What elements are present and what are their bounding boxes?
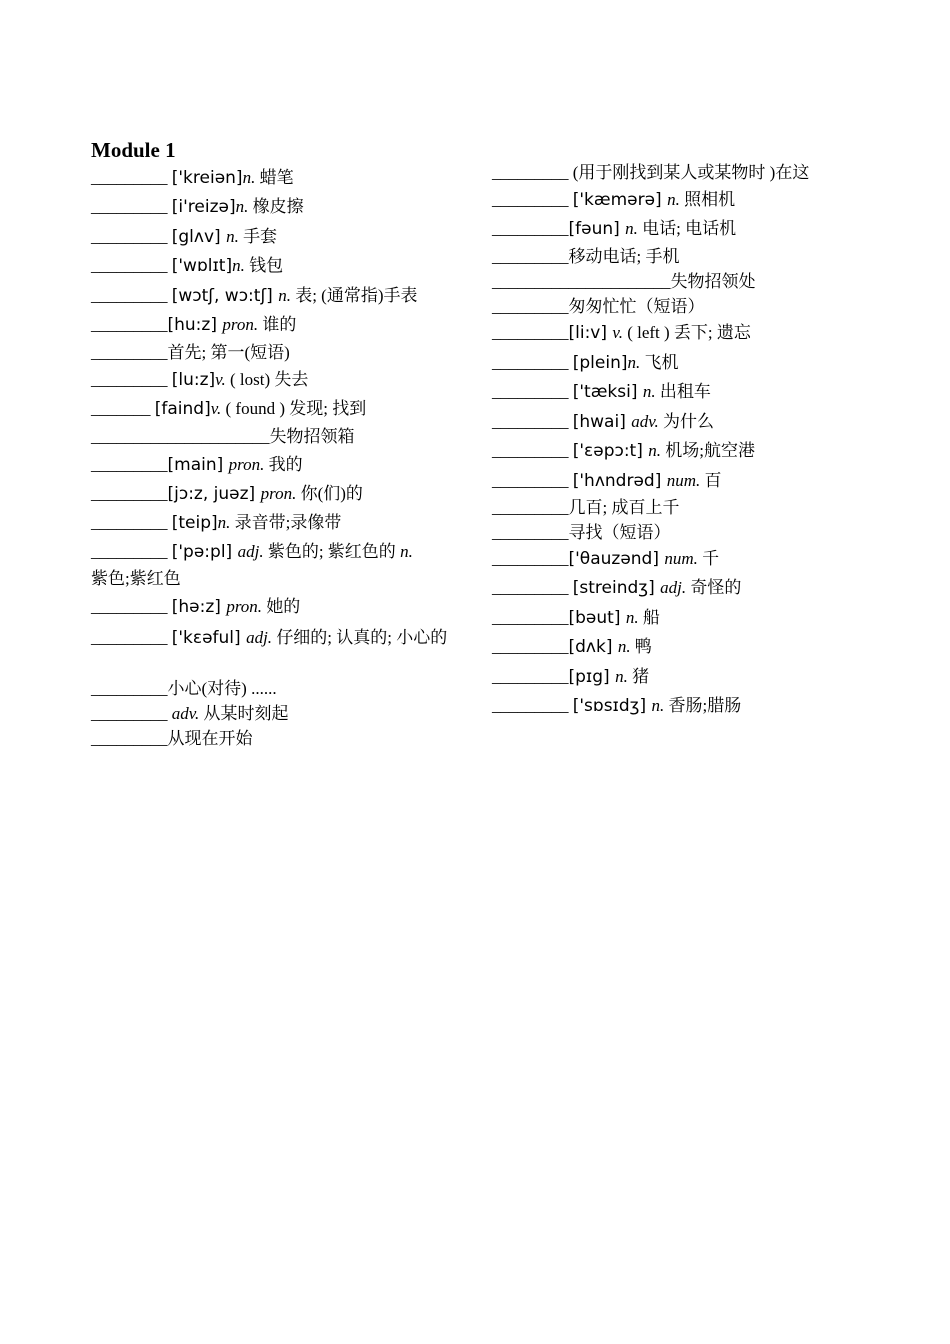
part-of-speech: n. (642, 382, 656, 401)
meaning: 寻找（短语） (568, 523, 671, 542)
answer-blank: _________ (492, 247, 569, 266)
part-of-speech: n. (278, 286, 291, 305)
vocab-entry (91, 624, 461, 652)
meaning: ( found ) 发现; 找到 (221, 399, 367, 418)
phonetic: [dʌk] (568, 637, 618, 657)
part-of-speech: adj. (246, 628, 273, 647)
phonetic: [fəun] (568, 219, 626, 239)
answer-blank: _________ (492, 498, 569, 517)
vocab-entry (91, 482, 363, 506)
answer-blank: _________ (91, 597, 172, 616)
answer-blank: _________ (492, 382, 573, 401)
meaning: 照相机 (679, 190, 736, 209)
answer-blank: _________ (492, 219, 569, 238)
meaning: 我的 (264, 455, 303, 474)
meaning-2: 紫色;紫红色 (91, 569, 181, 588)
answer-blank: _______ (91, 399, 155, 418)
vocab-entry (492, 351, 679, 375)
answer-blank: _________ (91, 513, 172, 532)
vocab-entry (91, 453, 303, 477)
part-of-speech: n. (648, 441, 662, 460)
vocab-entry (91, 397, 366, 421)
phonetic: [li:v] (568, 323, 613, 343)
vocab-entry (91, 595, 300, 619)
meaning: 船 (638, 608, 660, 627)
phonetic: [hə:z] (171, 597, 227, 617)
phonetic: [glʌv] (171, 227, 227, 247)
part-of-speech: n. (617, 637, 631, 656)
meaning: ( lost) 失去 (225, 370, 309, 389)
answer-blank: _________ (492, 608, 569, 627)
meaning: ( left ) 丢下; 遗忘 (622, 323, 751, 342)
vocab-entry (91, 166, 294, 190)
answer-blank: _____________________ (91, 427, 270, 446)
vocab-entry (492, 496, 679, 520)
answer-blank: _________ (91, 484, 168, 503)
part-of-speech: n. (217, 513, 231, 532)
vocab-entry (492, 439, 755, 463)
vocab-entry (91, 727, 253, 751)
meaning: 鸭 (630, 637, 652, 656)
answer-blank: _________ (492, 578, 573, 597)
answer-blank: _________ (492, 667, 569, 686)
answer-blank: _________ (492, 412, 573, 431)
answer-blank: _________ (492, 163, 573, 182)
phonetic: ['sɒsɪdʒ] (572, 696, 652, 716)
vocab-entry (492, 295, 705, 319)
part-of-speech: n. (615, 667, 628, 686)
meaning: 从某时刻起 (199, 704, 289, 723)
vocab-entry (492, 576, 741, 600)
part-of-speech: n. (625, 608, 639, 627)
part-of-speech: n. (651, 696, 665, 715)
answer-blank: _________ (91, 704, 172, 723)
meaning: 钱包 (244, 256, 284, 275)
answer-blank: _________ (492, 323, 569, 342)
meaning: 从现在开始 (167, 729, 253, 748)
vocab-entry (91, 368, 308, 392)
answer-blank: _________ (91, 542, 172, 561)
phonetic: [wɔtʃ, wɔ:tʃ] (171, 286, 279, 306)
part-of-speech: n. (242, 168, 256, 187)
phonetic: [faind] (154, 399, 211, 419)
meaning: (用于刚找到某人或某物时 )在这 (572, 163, 810, 182)
phonetic: ['hʌndrəd] (572, 471, 667, 491)
meaning: 表; (通常指)手表 (290, 286, 418, 305)
vocab-entry (492, 694, 741, 718)
vocab-entry (91, 195, 304, 219)
meaning: 千 (697, 549, 720, 568)
phonetic: ['ɛəpɔ:t] (572, 441, 649, 461)
answer-blank: _________ (91, 455, 168, 474)
answer-blank: _________ (91, 256, 172, 275)
vocab-entry (492, 270, 756, 294)
phonetic: [teip] (171, 513, 218, 533)
meaning: 录音带;录像带 (230, 513, 342, 532)
phonetic: [lu:z] (171, 370, 216, 390)
phonetic: [streindʒ] (572, 578, 661, 598)
vocab-entry (91, 677, 277, 701)
part-of-speech: v. (612, 323, 623, 342)
part-of-speech: num. (664, 549, 698, 568)
vocab-entry (492, 635, 652, 659)
answer-blank: _________ (492, 523, 569, 542)
vocab-entry-continuation (91, 567, 181, 591)
phonetic: [jɔ:z, juəz] (167, 484, 261, 504)
phonetic: ['pə:pl] (171, 542, 238, 562)
part-of-speech: num. (666, 471, 701, 490)
vocab-entry (91, 702, 289, 726)
part-of-speech: n. (226, 227, 239, 246)
part-of-speech: n. (235, 197, 249, 216)
vocab-entry (492, 521, 671, 545)
meaning: 仔细的; 认真的; 小心的 (272, 628, 448, 647)
phonetic: [i'reizə] (171, 197, 236, 217)
phonetic: [bəut] (568, 608, 626, 628)
vocab-entry (492, 380, 711, 404)
meaning: 移动电话; 手机 (568, 247, 680, 266)
phonetic: ['wɒlɪt] (171, 256, 233, 276)
vocab-entry (91, 313, 296, 337)
answer-blank: _________ (91, 315, 168, 334)
phonetic: [pɪg] (568, 667, 616, 687)
meaning: 谁的 (258, 315, 297, 334)
phonetic: [hu:z] (167, 315, 223, 335)
vocab-entry (91, 511, 341, 535)
vocab-entry (492, 161, 809, 185)
vocab-entry (492, 469, 722, 493)
meaning: 机场;航空港 (661, 441, 755, 460)
vocab-entry (492, 606, 660, 630)
part-of-speech: adv. (631, 412, 659, 431)
phonetic: ['kæmərə] (572, 190, 668, 210)
answer-blank: _________ (492, 471, 573, 490)
vocab-entry (91, 425, 355, 449)
vocab-entry (492, 245, 679, 269)
vocab-entry (91, 284, 418, 308)
part-of-speech: n. (667, 190, 680, 209)
vocab-entry (492, 665, 649, 689)
vocab-entry (492, 410, 714, 434)
meaning: 匆匆忙忙（短语） (568, 297, 705, 316)
meaning: 百 (700, 471, 722, 490)
meaning: 电话; 电话机 (637, 219, 737, 238)
part-of-speech: v. (215, 370, 226, 389)
answer-blank: _________ (492, 441, 573, 460)
answer-blank: _________ (91, 343, 168, 362)
answer-blank: _________ (91, 679, 168, 698)
answer-blank: _________ (492, 549, 569, 568)
part-of-speech-2: n. (400, 542, 413, 561)
module-title: Module 1 (91, 138, 176, 162)
meaning: 奇怪的 (686, 578, 742, 597)
answer-blank: _________ (492, 353, 573, 372)
part-of-speech: pron. (222, 315, 259, 334)
meaning: 香肠;腊肠 (664, 696, 742, 715)
vocab-entry (492, 547, 719, 571)
answer-blank: _________ (492, 696, 573, 715)
meaning: 小心(对待) ...... (167, 679, 277, 698)
answer-blank: _________ (91, 370, 172, 389)
phonetic: [hwai] (572, 412, 632, 432)
meaning: 猪 (627, 667, 650, 686)
part-of-speech: pron. (226, 597, 263, 616)
part-of-speech: n. (627, 353, 641, 372)
meaning: 失物招领处 (670, 272, 756, 291)
phonetic: [main] (167, 455, 229, 475)
answer-blank: _________ (492, 190, 573, 209)
meaning: 为什么 (658, 412, 715, 431)
meaning: 几百; 成百上千 (568, 498, 680, 517)
vocab-entry (492, 321, 751, 345)
phonetic: ['kɛəful] (171, 628, 247, 648)
part-of-speech: adv. (171, 704, 200, 723)
answer-blank: _____________________ (492, 272, 671, 291)
part-of-speech: adj. (237, 542, 264, 561)
answer-blank: _________ (91, 628, 172, 647)
phonetic: [plein] (572, 353, 628, 373)
phonetic: ['θauzənd] (568, 549, 665, 569)
phonetic: ['kreiən] (171, 168, 243, 188)
answer-blank: _________ (492, 637, 569, 656)
meaning: 首先; 第一(短语) (167, 343, 290, 362)
answer-blank: _________ (91, 227, 172, 246)
answer-blank: _________ (91, 168, 172, 187)
vocab-entry (91, 341, 290, 365)
meaning: 手套 (238, 227, 278, 246)
vocab-entry (91, 225, 277, 249)
meaning: 出租车 (655, 382, 711, 401)
meaning: 紫色的; 紫红色的 (263, 542, 401, 561)
answer-blank: _________ (91, 286, 172, 305)
part-of-speech: adj. (660, 578, 687, 597)
meaning: 蜡笔 (255, 168, 294, 187)
vocab-entry (91, 254, 283, 278)
part-of-speech: pron. (228, 455, 265, 474)
phonetic: ['tæksi] (572, 382, 643, 402)
part-of-speech: v. (210, 399, 222, 418)
vocab-entry (492, 217, 736, 241)
part-of-speech: pron. (260, 484, 297, 503)
answer-blank: _________ (492, 297, 569, 316)
meaning: 你(们)的 (296, 484, 363, 503)
meaning: 她的 (262, 597, 301, 616)
meaning: 失物招领箱 (269, 427, 355, 446)
answer-blank: _________ (91, 729, 168, 748)
answer-blank: _________ (91, 197, 172, 216)
meaning: 橡皮擦 (248, 197, 304, 216)
vocab-entry (91, 540, 413, 564)
part-of-speech: n. (625, 219, 638, 238)
part-of-speech: n. (232, 256, 245, 275)
vocab-entry (492, 188, 735, 212)
meaning: 飞机 (640, 353, 679, 372)
